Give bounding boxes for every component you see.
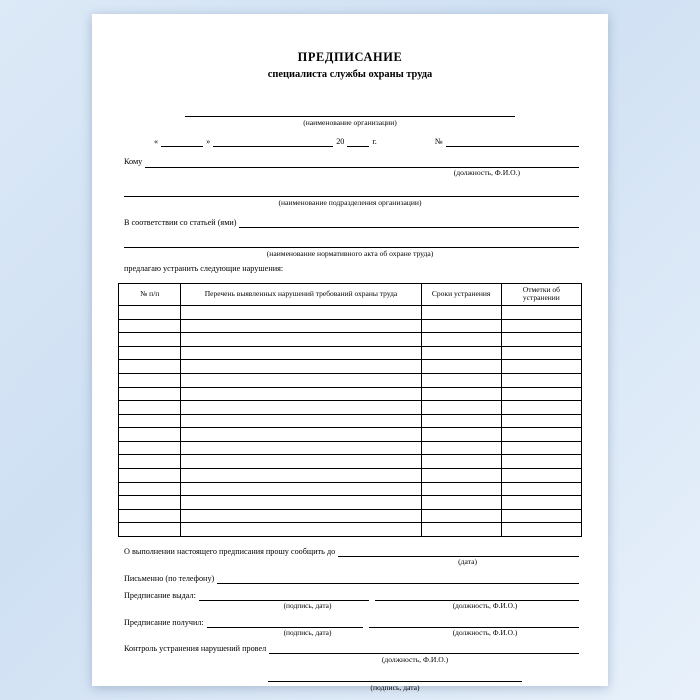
table-cell[interactable] — [421, 401, 501, 415]
table-cell[interactable] — [501, 428, 581, 442]
table-cell[interactable] — [421, 523, 501, 537]
table-cell[interactable] — [501, 482, 581, 496]
subdivision-field[interactable] — [124, 187, 579, 197]
received-sign-field[interactable] — [207, 618, 363, 628]
table-header-row — [119, 283, 582, 305]
table-cell[interactable] — [501, 319, 581, 333]
komu-caption: (должность, Ф.И.О.) — [453, 167, 520, 177]
organization-rule — [185, 116, 515, 117]
act-row — [118, 238, 582, 248]
page-title: ПРЕДПИСАНИЕ — [297, 50, 403, 64]
table-cell[interactable] — [181, 360, 421, 374]
table-row[interactable] — [119, 387, 582, 401]
number-field[interactable] — [446, 137, 579, 147]
issued-captions — [118, 601, 582, 610]
table-cell[interactable] — [181, 401, 421, 415]
table-cell[interactable] — [119, 523, 181, 537]
table-row[interactable] — [119, 509, 582, 523]
date-quote-open: « — [154, 137, 159, 147]
article-label: В соответствии со статьей (ями) — [124, 217, 237, 227]
issued-row — [118, 591, 582, 601]
table-cell[interactable] — [181, 387, 421, 401]
table-row[interactable] — [119, 469, 582, 483]
table-cell[interactable] — [421, 373, 501, 387]
table-row[interactable] — [119, 333, 582, 347]
table-cell[interactable] — [181, 428, 421, 442]
report-date-field[interactable] — [338, 547, 579, 557]
table-cell[interactable] — [119, 333, 181, 347]
komu-field[interactable] — [145, 158, 579, 168]
table-cell[interactable] — [119, 509, 181, 523]
table-row[interactable] — [119, 428, 582, 442]
act-caption: (наименование нормативного акта об охране труда) — [266, 248, 434, 258]
table-cell[interactable] — [181, 455, 421, 469]
table-cell[interactable] — [501, 305, 581, 319]
table-cell[interactable] — [181, 482, 421, 496]
table-row[interactable] — [119, 482, 582, 496]
table-cell[interactable] — [181, 496, 421, 510]
report-label: О выполнении настоящего предписания прошу сообщить до — [124, 547, 336, 557]
table-cell[interactable] — [501, 387, 581, 401]
subdivision-caption: (наименование подразделения организации) — [278, 198, 422, 208]
table-body — [119, 305, 582, 536]
issued-sign-caption: (подпись, дата) — [283, 601, 332, 611]
issued-position-field[interactable] — [375, 591, 579, 601]
control-row — [118, 644, 582, 654]
table-cell[interactable] — [181, 305, 421, 319]
year-field[interactable] — [347, 137, 369, 147]
table-cell[interactable] — [119, 305, 181, 319]
page-subtitle: специалиста службы охраны труда — [267, 68, 433, 80]
year-prefix: 20 — [336, 137, 345, 147]
month-field[interactable] — [213, 137, 333, 147]
act-field[interactable] — [124, 238, 579, 248]
violations-table — [118, 283, 582, 537]
written-label: Письменно (по телефону) — [124, 573, 215, 583]
propose-label: предлагаю устранить следующие нарушения: — [124, 264, 284, 274]
table-cell[interactable] — [181, 333, 421, 347]
table-cell[interactable] — [119, 319, 181, 333]
organization-caption: (наименование организации) — [303, 117, 397, 127]
article-field[interactable] — [239, 218, 579, 228]
table-cell[interactable] — [421, 509, 501, 523]
th-deadline: Сроки устранения — [421, 283, 501, 305]
table-cell[interactable] — [119, 496, 181, 510]
table-cell[interactable] — [181, 523, 421, 537]
table-row[interactable] — [119, 414, 582, 428]
table-cell[interactable] — [421, 333, 501, 347]
table-cell[interactable] — [181, 441, 421, 455]
table-cell[interactable] — [119, 455, 181, 469]
received-label: Предписание получил: — [124, 617, 204, 627]
control-field[interactable] — [269, 644, 579, 654]
spacer — [380, 138, 432, 147]
table-cell[interactable] — [501, 373, 581, 387]
th-violations: Перечень выявленных нарушений требований охраны труда — [181, 283, 421, 305]
written-row — [118, 574, 582, 584]
komu-row — [118, 157, 582, 167]
organization-field[interactable] — [118, 107, 582, 117]
table-cell[interactable] — [421, 496, 501, 510]
table-cell[interactable] — [501, 333, 581, 347]
table-cell[interactable] — [119, 441, 181, 455]
table-cell[interactable] — [119, 401, 181, 415]
table-cell[interactable] — [421, 428, 501, 442]
table-cell[interactable] — [421, 319, 501, 333]
form-sheet — [92, 14, 608, 692]
table-cell[interactable] — [421, 305, 501, 319]
received-row — [118, 618, 582, 628]
table-cell[interactable] — [421, 441, 501, 455]
final-sign-row — [118, 672, 582, 682]
komu-label: Кому — [124, 157, 143, 167]
table-cell[interactable] — [181, 469, 421, 483]
table-row[interactable] — [119, 373, 582, 387]
issued-sign-field[interactable] — [199, 591, 369, 601]
th-marks: Отметки об устранении — [501, 283, 581, 305]
day-field[interactable] — [161, 137, 203, 147]
table-row[interactable] — [119, 496, 582, 510]
received-position-field[interactable] — [369, 618, 579, 628]
th-number: № п/п — [119, 283, 181, 305]
table-cell[interactable] — [119, 414, 181, 428]
written-field[interactable] — [217, 574, 579, 584]
subdivision-row — [118, 187, 582, 197]
final-sign-field[interactable] — [268, 672, 522, 682]
form-footer — [118, 547, 582, 692]
year-suffix-label: г. — [372, 137, 377, 147]
table-cell[interactable] — [119, 387, 181, 401]
table-row[interactable] — [119, 455, 582, 469]
table-cell[interactable] — [501, 401, 581, 415]
table-cell[interactable] — [501, 523, 581, 537]
table-cell[interactable] — [501, 469, 581, 483]
table-cell[interactable] — [421, 387, 501, 401]
table-cell[interactable] — [119, 469, 181, 483]
control-caption: (должность, Ф.И.О.) — [381, 655, 449, 665]
table-cell[interactable] — [181, 414, 421, 428]
table-cell[interactable] — [421, 455, 501, 469]
table-cell[interactable] — [501, 346, 581, 360]
table-cell[interactable] — [421, 414, 501, 428]
table-cell[interactable] — [119, 482, 181, 496]
issued-label: Предписание выдал: — [124, 591, 196, 601]
date-number-row — [118, 137, 582, 147]
table-row[interactable] — [119, 360, 582, 374]
report-date-caption: (дата) — [458, 557, 477, 567]
table-cell[interactable] — [181, 509, 421, 523]
table-row[interactable] — [119, 305, 582, 319]
table-cell[interactable] — [421, 469, 501, 483]
issued-position-caption: (должность, Ф.И.О.) — [452, 601, 518, 611]
table-cell[interactable] — [181, 346, 421, 360]
table-row[interactable] — [119, 319, 582, 333]
table-cell[interactable] — [181, 319, 421, 333]
table-cell[interactable] — [501, 509, 581, 523]
table-cell[interactable] — [119, 346, 181, 360]
table-cell[interactable] — [421, 346, 501, 360]
table-head — [119, 283, 582, 305]
table-cell[interactable] — [501, 496, 581, 510]
table-cell[interactable] — [501, 360, 581, 374]
table-row[interactable] — [119, 441, 582, 455]
table-cell[interactable] — [501, 414, 581, 428]
document-page — [92, 14, 608, 692]
table-cell[interactable] — [119, 360, 181, 374]
table-cell[interactable] — [501, 455, 581, 469]
table-row[interactable] — [119, 401, 582, 415]
received-sign-caption: (подпись, дата) — [283, 627, 332, 637]
table-row[interactable] — [119, 523, 582, 537]
table-cell[interactable] — [421, 360, 501, 374]
table-row[interactable] — [119, 346, 582, 360]
received-position-caption: (должность, Ф.И.О.) — [452, 627, 518, 637]
table-cell[interactable] — [181, 373, 421, 387]
number-sign: № — [434, 137, 443, 147]
received-captions — [118, 628, 582, 637]
table-cell[interactable] — [119, 428, 181, 442]
date-quote-close: » — [206, 137, 211, 147]
article-row — [118, 218, 582, 228]
final-caption: (подпись, дата) — [370, 682, 420, 692]
control-label: Контроль устранения нарушений провел — [124, 644, 267, 654]
table-cell[interactable] — [421, 482, 501, 496]
table-cell[interactable] — [119, 373, 181, 387]
table-cell[interactable] — [501, 441, 581, 455]
report-row — [118, 547, 582, 557]
